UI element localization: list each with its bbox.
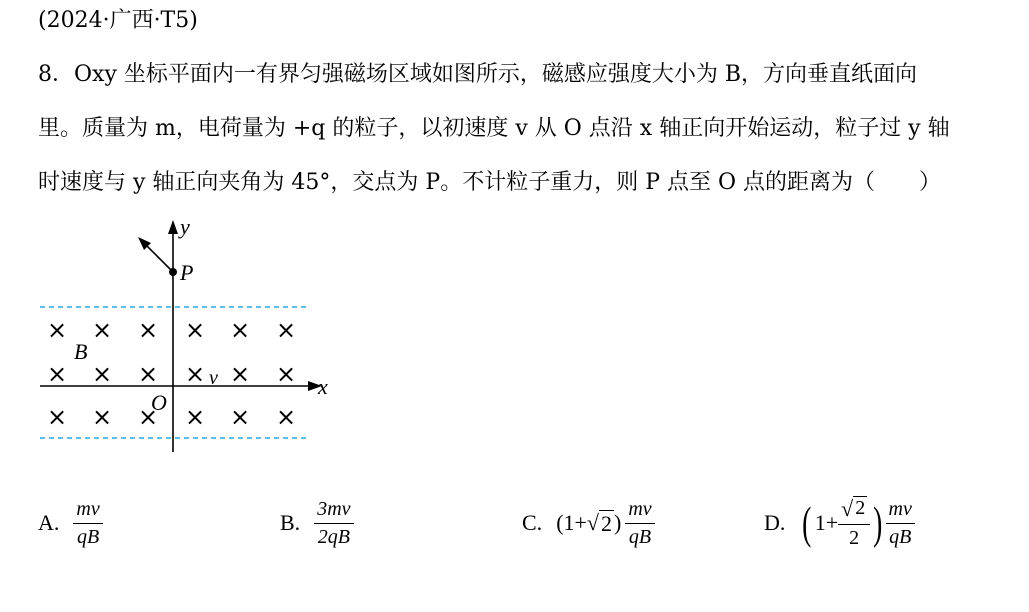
field-mark: × xyxy=(137,316,159,344)
field-mark: × xyxy=(137,360,159,388)
option-c[interactable]: C. (1+ √ 2 ) $\frac{mv}{qB}$ xyxy=(522,488,655,558)
question-line-2: 里。质量为 m，电荷量为 +q 的粒子，以初速度 v 从 O 点沿 x 轴正向开始运动，粒子过 y 轴 xyxy=(38,116,950,141)
option-b[interactable]: B. $\frac{3mv}{2qB}$ xyxy=(280,488,354,558)
field-mark: × xyxy=(91,403,113,431)
left-paren: ( xyxy=(802,497,812,548)
field-mark: × xyxy=(184,403,206,431)
option-d[interactable]: D. ( 1+ √ 2 2 ) $\frac{mv}{qB}$ xyxy=(764,488,915,558)
field-mark: × xyxy=(229,360,251,388)
y-axis-arrow xyxy=(168,220,178,234)
field-mark: × xyxy=(275,360,297,388)
field-mark: × xyxy=(46,403,68,431)
source-tag: (2024·广西·T5) xyxy=(38,8,198,33)
x-label: x xyxy=(318,374,328,399)
magnetic-field-figure xyxy=(30,212,350,457)
field-mark: × xyxy=(275,316,297,344)
question-line-1: 8．Oxy 坐标平面内一有界匀强磁场区域如图所示，磁感应强度大小为 B，方向垂直纸面向 xyxy=(38,62,918,87)
point-P xyxy=(169,268,177,276)
sqrt-2: √ 2 xyxy=(586,509,612,536)
field-mark: × xyxy=(229,316,251,344)
field-mark: × xyxy=(184,316,206,344)
option-a[interactable]: A. $\frac{mv}{qB}$ xyxy=(38,488,103,558)
field-mark: × xyxy=(46,316,68,344)
y-label: y xyxy=(180,214,190,239)
option-d-fraction: $\frac{mv}{qB}$ xyxy=(886,498,915,549)
option-c-fraction: $\frac{mv}{qB}$ xyxy=(625,498,654,549)
option-a-fraction: $\frac{mv}{qB}$ xyxy=(73,498,102,549)
right-paren: ) xyxy=(873,497,883,548)
option-d-inner-fraction: √ 2 2 xyxy=(838,496,870,550)
field-mark: × xyxy=(184,360,206,388)
field-mark: × xyxy=(137,403,159,431)
field-marks xyxy=(47,316,296,431)
field-mark: × xyxy=(91,316,113,344)
field-mark: × xyxy=(91,360,113,388)
field-mark: × xyxy=(46,360,68,388)
field-mark: × xyxy=(275,403,297,431)
B-label: B xyxy=(74,339,88,364)
option-b-fraction: $\frac{3mv}{2qB}$ xyxy=(314,498,353,549)
O-label: O xyxy=(151,390,167,415)
v-label: v xyxy=(209,367,218,389)
velocity-at-P-arrow xyxy=(144,243,173,272)
question-line-3: 时速度与 y 轴正向夹角为 45°，交点为 P。不计粒子重力，则 P 点至 O 点的距离为（ ） xyxy=(38,170,942,195)
P-label: P xyxy=(180,260,194,285)
field-mark: × xyxy=(229,403,251,431)
